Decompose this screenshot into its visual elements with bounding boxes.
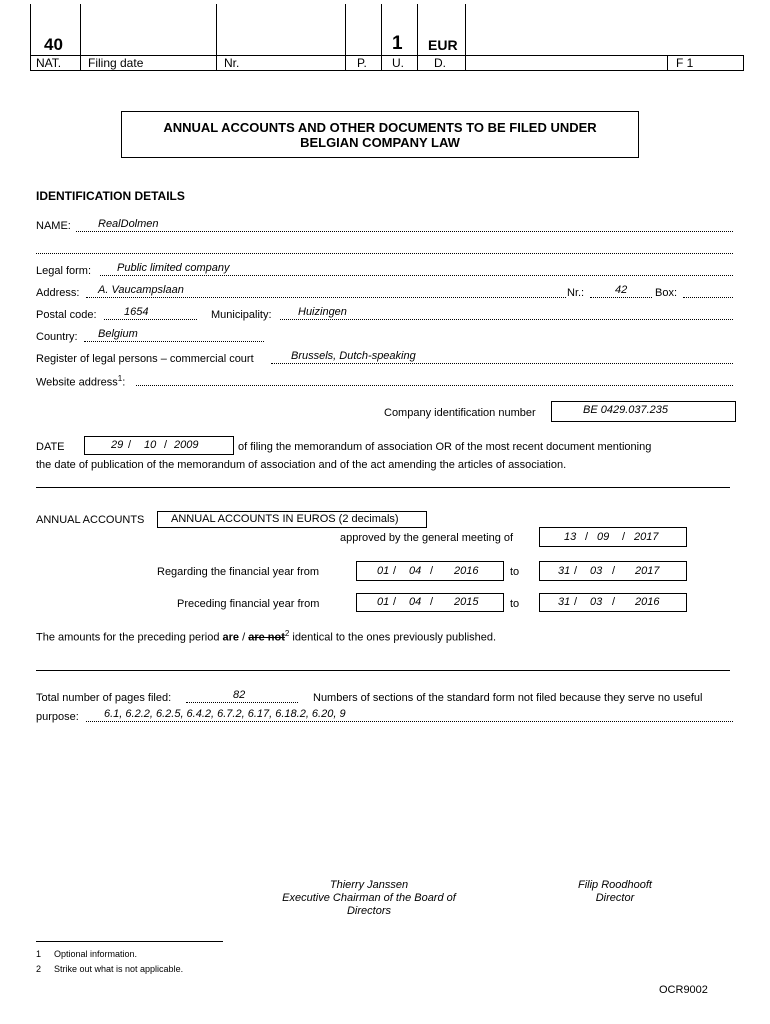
title-line-1: ANNUAL ACCOUNTS AND OTHER DOCUMENTS TO BE FILED UNDER xyxy=(163,120,597,135)
current-from-year: 2016 xyxy=(454,565,479,577)
date-sep: / xyxy=(585,531,589,543)
to-label: to xyxy=(510,566,520,578)
box-label: Box: xyxy=(655,287,678,299)
header-divider xyxy=(30,4,31,70)
date-sep: / xyxy=(612,596,616,608)
current-to-month: 03 xyxy=(590,565,603,577)
header-divider xyxy=(345,4,346,70)
header-line xyxy=(30,70,744,71)
company-id-value: BE 0429.037.235 xyxy=(583,404,669,416)
postal-code-value: 1654 xyxy=(124,306,149,318)
purpose-value: 6.1, 6.2.2, 6.2.5, 6.4.2, 6.7.2, 6.17, 6.18.2, 6.20, 9 xyxy=(104,708,346,720)
date-sep: / xyxy=(164,439,168,451)
header-divider xyxy=(743,55,744,70)
preceding-to-day: 31 xyxy=(558,596,571,608)
section-divider xyxy=(36,670,730,671)
annual-accounts-type-field xyxy=(157,511,427,528)
section-divider xyxy=(36,487,730,488)
approved-month: 09 xyxy=(597,531,610,543)
current-from-month: 04 xyxy=(409,565,422,577)
nat-value: 40 xyxy=(44,35,63,54)
filing-date-label: Filing date xyxy=(88,56,144,70)
date-day: 29 xyxy=(111,439,124,451)
header-divider xyxy=(465,4,466,70)
current-from-day: 01 xyxy=(377,565,390,577)
d-value: EUR xyxy=(428,37,458,53)
date-sep: / xyxy=(430,596,434,608)
date-sep: / xyxy=(574,565,578,577)
sections-text: Numbers of sections of the standard form not filed because they serve no useful xyxy=(313,692,703,704)
signatory-title: Directors xyxy=(346,905,391,917)
date-year: 2009 xyxy=(174,439,199,451)
to-label: to xyxy=(510,598,520,610)
current-year-label: Regarding the financial year from xyxy=(157,566,320,578)
signatory-title: Executive Chairman of the Board of xyxy=(282,892,456,904)
legal-form-label: Legal form: xyxy=(36,265,92,277)
approved-label: approved by the general meeting of xyxy=(340,532,514,544)
document-title-box xyxy=(121,111,639,158)
signatory-name: Thierry Janssen xyxy=(329,879,409,891)
date-text-line-2: the date of publication of the memorandum of association and of the act amending the articles of association. xyxy=(36,459,567,471)
approved-day: 13 xyxy=(564,531,577,543)
preceding-to-year: 2016 xyxy=(635,596,660,608)
current-to-field xyxy=(539,561,687,581)
address-label: Address: xyxy=(36,287,80,299)
annual-accounts-label: ANNUAL ACCOUNTS xyxy=(36,514,145,526)
struck-option: are not xyxy=(248,631,285,644)
company-id-label: Company identification number xyxy=(384,407,536,419)
footnote-rule xyxy=(36,941,223,942)
name-label: NAME: xyxy=(36,220,71,232)
annual-accounts-type-value: ANNUAL ACCOUNTS IN EUROS (2 decimals) xyxy=(171,513,399,525)
header-divider xyxy=(80,4,81,70)
municipality-field xyxy=(280,307,733,320)
preceding-from-month: 04 xyxy=(409,596,422,608)
date-sep: / xyxy=(393,565,397,577)
municipality-value: Huizingen xyxy=(298,306,347,318)
total-pages-value: 82 xyxy=(233,689,246,701)
form-id-label: F 1 xyxy=(676,56,694,70)
website-label: Website address$^1$: xyxy=(36,374,126,389)
name-field-line-2 xyxy=(36,241,733,254)
preceding-year-label: Preceding financial year from xyxy=(177,598,320,610)
date-month: 10 xyxy=(144,439,157,451)
date-sep: / xyxy=(574,596,578,608)
footnote-item: 2 Strike out what is not applicable. xyxy=(36,964,184,974)
signature-block xyxy=(555,879,675,905)
p-label: P. xyxy=(357,56,367,70)
u-value: 1 xyxy=(392,33,403,54)
footer-code: OCR9002 xyxy=(659,984,708,996)
preceding-from-field xyxy=(356,593,504,612)
current-to-day: 31 xyxy=(558,565,571,577)
postal-code-field xyxy=(104,307,197,320)
website-field xyxy=(136,373,733,386)
box-field xyxy=(683,285,733,298)
country-value: Belgium xyxy=(98,328,138,340)
register-value: Brussels, Dutch-speaking xyxy=(291,350,416,362)
company-id-field xyxy=(551,401,736,422)
purpose-label: purpose: xyxy=(36,711,79,723)
date-sep: / xyxy=(128,439,132,451)
footnotes xyxy=(36,947,183,977)
filing-date-field xyxy=(84,436,234,455)
date-text-line-1: of filing the memorandum of association OR of the most recent document mentioning xyxy=(238,441,652,453)
date-sep: / xyxy=(612,565,616,577)
nr-value: 42 xyxy=(615,284,628,296)
header-divider xyxy=(381,4,382,70)
header-divider xyxy=(216,4,217,70)
current-from-field xyxy=(356,561,504,581)
country-label: Country: xyxy=(36,331,78,343)
municipality-label: Municipality: xyxy=(211,309,272,321)
address-value: A. Vaucampslaan xyxy=(98,284,184,296)
preceding-to-month: 03 xyxy=(590,596,603,608)
footnote-item: 1 Optional information. xyxy=(36,949,138,959)
name-value: RealDolmen xyxy=(98,218,159,230)
date-sep: / xyxy=(430,565,434,577)
preceding-from-day: 01 xyxy=(377,596,390,608)
nr-label: Nr. xyxy=(224,56,240,70)
signatory-name: Filip Roodhooft xyxy=(578,879,652,891)
approved-year: 2017 xyxy=(634,531,659,543)
d-label: D. xyxy=(434,56,446,70)
register-label: Register of legal persons – commercial court xyxy=(36,353,254,365)
name-field xyxy=(76,219,733,232)
current-to-year: 2017 xyxy=(635,565,660,577)
header-divider xyxy=(667,55,668,70)
date-sep: / xyxy=(622,531,626,543)
header-divider xyxy=(417,4,418,70)
nat-label: NAT. xyxy=(36,56,62,70)
date-label: DATE xyxy=(36,441,65,453)
date-sep: / xyxy=(393,596,397,608)
signatory-title: Director xyxy=(595,892,635,904)
total-pages-label: Total number of pages filed: xyxy=(36,692,172,704)
amounts-statement: The amounts for the preceding period are / are not$^2$ identical to the ones previously published. xyxy=(36,629,497,644)
legal-form-value: Public limited company xyxy=(117,262,230,274)
u-label: U. xyxy=(392,56,404,70)
nr-label-id: Nr.: xyxy=(567,287,585,299)
identification-heading: IDENTIFICATION DETAILS xyxy=(36,189,185,203)
signature-block xyxy=(266,879,472,918)
title-line-2: BELGIAN COMPANY LAW xyxy=(300,135,460,150)
preceding-from-year: 2015 xyxy=(454,596,479,608)
postal-code-label: Postal code: xyxy=(36,309,97,321)
preceding-to-field xyxy=(539,593,687,612)
approved-date-field xyxy=(539,527,687,547)
